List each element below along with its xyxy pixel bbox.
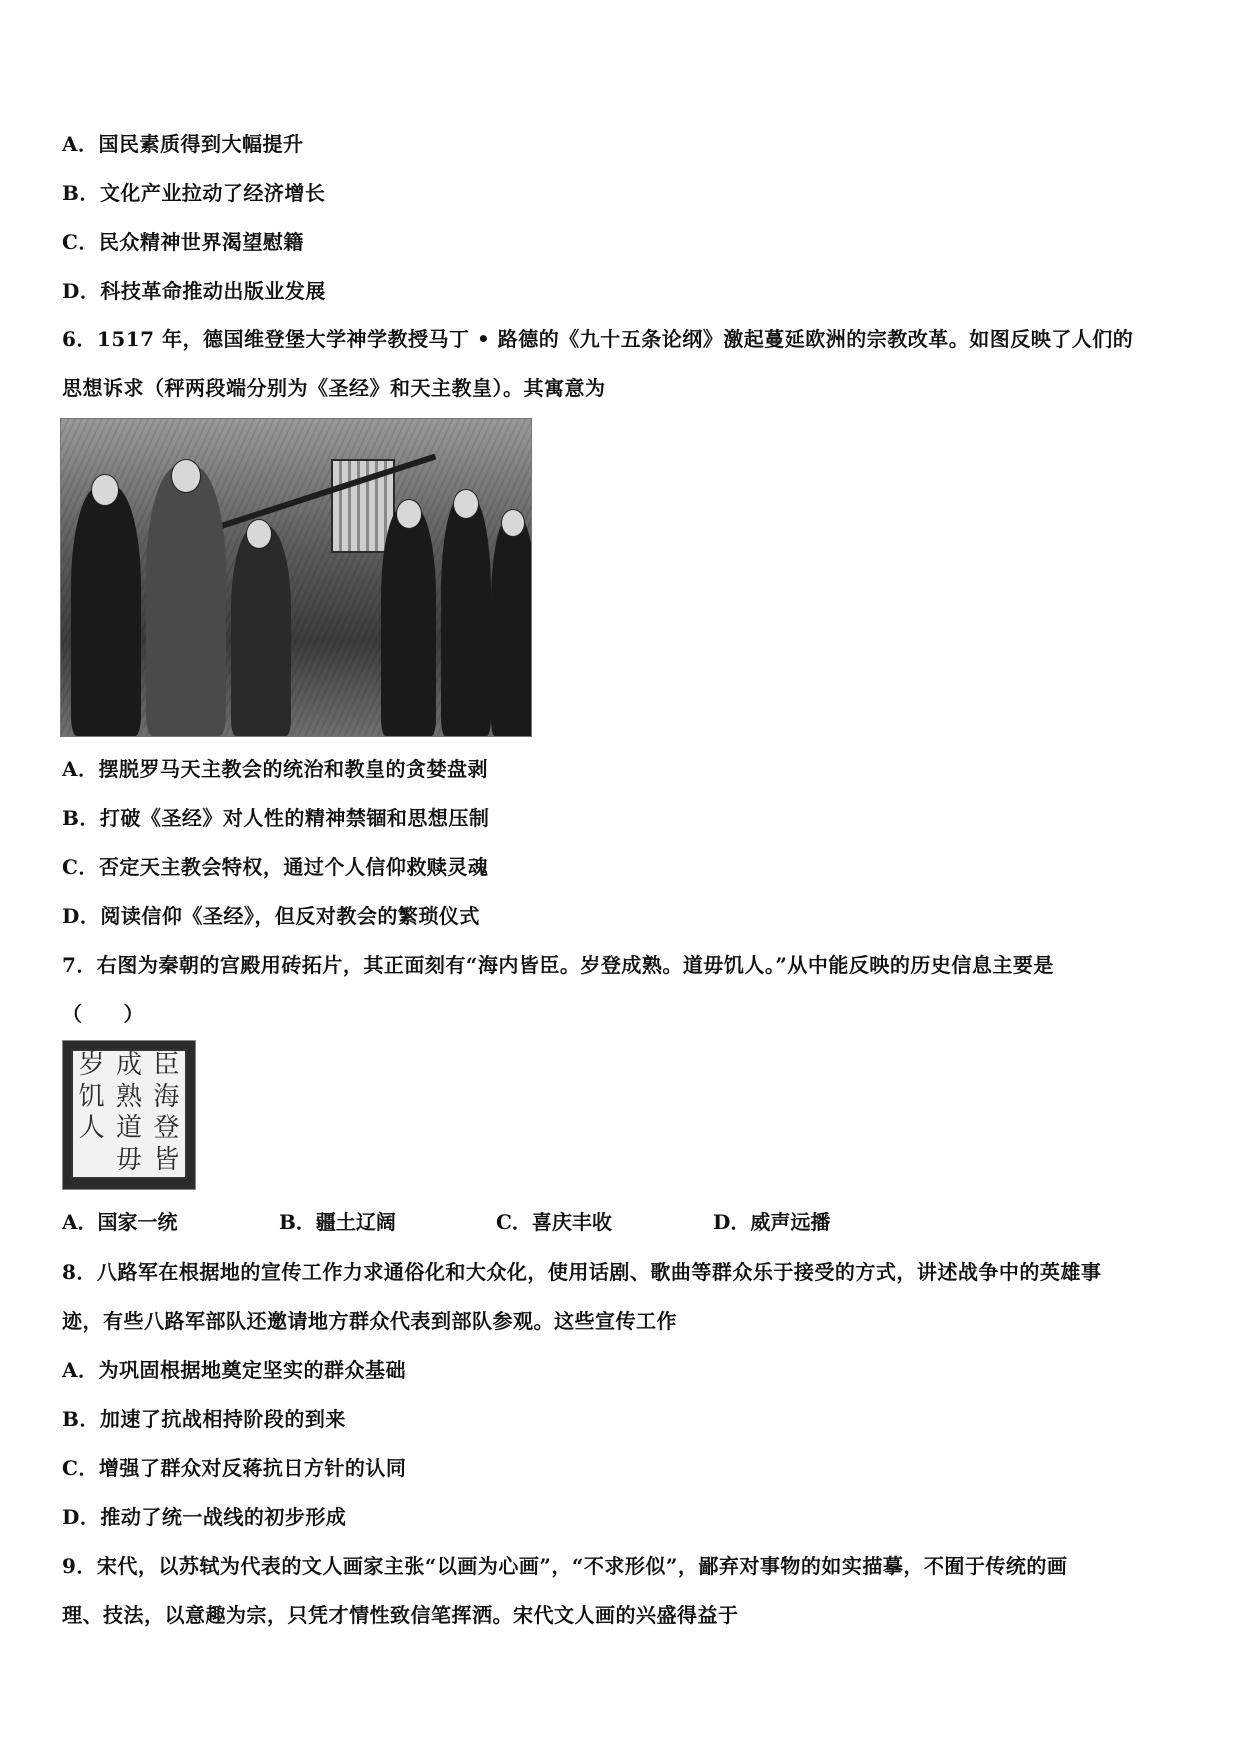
brick-rubbing-image	[62, 1040, 196, 1190]
q7-stem-line2: （ ）	[62, 1002, 144, 1026]
brick-rubbing-glyphs: 岁 成 臣 饥 熟 海 人 道 登 毋 皆	[71, 1049, 187, 1179]
head-4	[396, 499, 422, 529]
q5-option-d: D．科技革命推动出版业发展	[62, 279, 326, 303]
q6-option-c: C．否定天主教会特权，通过个人信仰救赎灵魂	[62, 855, 489, 879]
q8-option-c: C．增强了群众对反蒋抗日方针的认同	[62, 1456, 407, 1480]
head-1	[91, 474, 119, 506]
q7-stem-line1: 7．右图为秦朝的宫殿用砖拓片，其正面刻有“海内皆臣。岁登成熟。道毋饥人。”从中能反映的历史信息主要是	[62, 953, 1054, 977]
q7-option-a: A．国家一统	[62, 1210, 178, 1234]
engraving-scale-image	[60, 418, 532, 737]
figure-left-1	[71, 486, 141, 736]
head-2	[171, 459, 201, 493]
q7-option-b: B．疆土辽阔	[279, 1210, 396, 1234]
head-5	[453, 489, 479, 519]
q6-stem-line1: 6．1517 年，德国维登堡大学神学教授马丁 • 路德的《九十五条论纲》激起蔓延欧洲的宗教改革。如图反映了人们的	[62, 327, 1134, 351]
q8-stem-line1: 8．八路军在根据地的宣传工作力求通俗化和大众化，使用话剧、歌曲等群众乐于接受的方式，讲述战争中的英雄事	[62, 1260, 1102, 1284]
q7-options-row	[62, 1210, 930, 1234]
figure-right-3	[491, 516, 532, 736]
q9-stem-line2: 理、技法，以意趣为宗，只凭才情性致信笔挥洒。宋代文人画的兴盛得益于	[62, 1603, 739, 1627]
figure-right-1	[381, 506, 436, 736]
q5-option-a: A．国民素质得到大幅提升	[62, 132, 304, 156]
q8-stem-line2: 迹，有些八路军部队还邀请地方群众代表到部队参观。这些宣传工作	[62, 1309, 677, 1333]
q7-option-d: D．威声远播	[713, 1210, 831, 1234]
q8-option-a: A．为巩固根据地奠定坚实的群众基础	[62, 1358, 407, 1382]
head-6	[501, 509, 525, 537]
q5-option-c: C．民众精神世界渴望慰籍	[62, 230, 304, 254]
q6-stem-line2: 思想诉求（秤两段端分别为《圣经》和天主教皇）。其寓意为	[62, 376, 606, 400]
q5-option-b: B．文化产业拉动了经济增长	[62, 181, 326, 205]
figure-right-2	[441, 496, 491, 736]
q8-option-d: D．推动了统一战线的初步形成	[62, 1505, 347, 1529]
q9-stem-line1: 9．宋代，以苏轼为代表的文人画家主张“以画为心画”，“不求形似”，鄙弃对事物的如实描摹，不囿于传统的画	[62, 1554, 1068, 1578]
q6-option-d: D．阅读信仰《圣经》，但反对教会的繁琐仪式	[62, 904, 480, 928]
figure-pope	[146, 466, 226, 736]
q6-option-a: A．摆脱罗马天主教会的统治和教皇的贪婪盘剥	[62, 757, 489, 781]
q7-option-c: C．喜庆丰收	[496, 1210, 612, 1234]
q6-option-b: B．打破《圣经》对人性的精神禁锢和思想压制	[62, 806, 490, 830]
head-3	[246, 519, 272, 549]
q8-option-b: B．加速了抗战相持阶段的到来	[62, 1407, 346, 1431]
figure-left-2	[231, 526, 291, 736]
